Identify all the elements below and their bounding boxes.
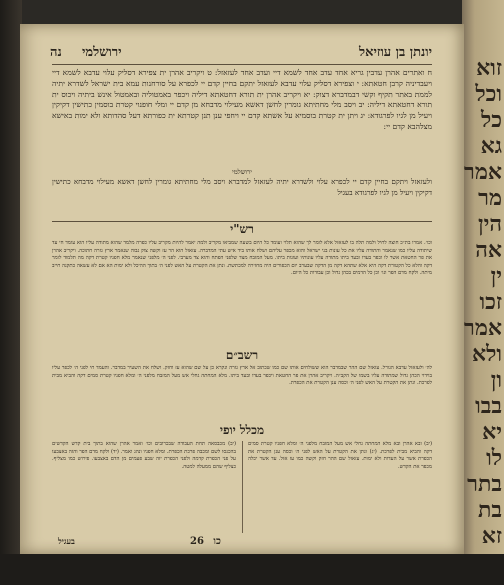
mikhlal-yofi-heading: מכלל יופי — [219, 423, 265, 437]
left-edge-shadow — [0, 0, 22, 585]
signature-letters: כו — [213, 536, 221, 547]
rashi-heading: רש"י — [230, 222, 254, 236]
mikhlal-yofi-col-2: (יב) מכבסאה תחת העבודה שבכרובים וכו׳ ואמר אהרן שהוא בתוך בית קדש הקדשים בהכנסו לשם ומכבה פרכת הכפרת. ומלא חפניו ונהג ואמר. (יד) ולקח מדם הפר והזה באצבעו על פני הכפרת קדמה ולפני הכפרת יזה שבע פעמים מן הדם באצבעו. פירוש כמו מצליף. כצליף שהם ממעלה למטה. — [52, 441, 236, 470]
adjacent-page-edge — [462, 0, 504, 585]
catchword: בעגיל — [58, 536, 75, 546]
running-head-yerushalmi: ירושלמי — [82, 45, 122, 60]
yerushalmi-label: ירושלמי — [231, 168, 253, 176]
rashbam-text: לה׳ ולעזאזל עדבא הגורל. עזאזל שם ההר שבמדבר הוא ששולחים אותו שם כמו שכתוב אל ארץ גזרה ונקרא כן על שם שהוא עז וחזק. ושלח את השעיר במדבר. והעמד חי לפני ה׳ לכפר עליו בוידוי הכהן גדול שמתודה עליו בשמו של הקב״ה. ויקריב אהרן את פר החטאת ויכפר בעדו ובעד ביתו. מלא המחתה גחלי אש מעל המזבח מלפני ה׳ ומלא חפניו קטרת סמים דקה והביא מבית לפרכת. ונתן את הקטרת על האש לפני ה׳ וכסה ענן הקטרת את הכפרת. — [52, 365, 432, 387]
targum-yonatan-text: ח ואתרים אהרן עדבין גריא אחד עדב אחד לשמא דיי ועדב אחד לעזאזל: ט ויקריב אהרן ית צפירא דסליק עלוי עדבא לשמא דיי ויעבדיניה קרבן חטאתא: י וצפירא דסליק עלוי עדבא לעזאזל יתקם בחיין קדם יי לכפרא על סורחנות עמא בית ישראל לשדרא יתיה לממת באתר תקיף וקשי דבמדברא דצוק: יא ויקריב אהרן ית תורא דחטאתא דיליה ויכפר באמטוליה ובאמטול אינש ביתיה ויכוס ית תורא דחטאתא דיליה: יב ויסב מלי מחתיתא גומרין לחשן דאשא מעילוי מדבחא מן קדם יי ומלי חופנוי קטרת בוסמין כתישין דקיקין ויעיל מן לגיו לפרגודא: יג ויתן ית קטרת בוסמיא על אשתא קדם יי ויחפי ענן תנן קטרתא ית כפורתא דעל סהדותא ולא ימות באישא מצלהבא קדם יי: — [52, 68, 432, 131]
signature-mark — [190, 536, 221, 547]
header-rule — [52, 64, 432, 65]
running-head-title: יונתן בן עוזיאל — [359, 45, 432, 60]
rashbam-heading: רשב״ם — [225, 348, 259, 362]
page-letter: נה — [50, 45, 62, 60]
targum-yerushalmi-text: ולעזאזל ויתקם בחיין קדם יי לכפרא עלוי ולשדרא יתיה לעזאזל למדברא ויסב מלי מחתיתא גומרין לחשן דאשא מעילוי מדבחא כתישין דקיקין ויעיל מן לגיו לפרגודא בעגיל — [52, 177, 432, 197]
mikhlal-yofi-columns — [52, 441, 432, 533]
book-page — [20, 24, 464, 554]
adjacent-page-text: זוא וכל כל גא אמר מר הין אה ין זכו אמר ולא ון בבו יא לו בתר בת זא — [464, 55, 502, 549]
bottom-shadow — [0, 554, 504, 585]
mikhlal-yofi-col-1: (יב) ובא אהרן ובא מלא המחתה גחלי אש מעל המזבח מלפני ה׳ ומלא חפניו קטרת סמים דקה והביא מבית לפרכת. (יג) ונתן את הקטרת על האש לפני ה׳ וכסה ענן הקטרת את הכפרת אשר על העדות ולא ימות. עזאזל שם ההר חזק וקשה כמו עז אזל. עד אשר יכלה מכפר את הקדש. — [248, 441, 432, 470]
running-head — [50, 44, 432, 62]
rashi-text: וכו׳. אמרו בת״כ חוצה לחיל ולמה תלה בו לעזאזל אלא לומר לך שהוא תלוי ועומד כל היום בשעה שמביאו מקריב ולמה יאמר להיות מקריב עליו כפרה מלמד שהוא מתודה עליו הוא עומד חי עד שיתודה עליו כמו שנאמר והתודה עליו את כל עונות בני ישראל והוא מכפר עליהם ושלח אותו ביד איש עתי המדברה. עזאזל הוא הר עז וקשה צוק גבוה שנאמר ארץ גזרה חתוכה. ויקריב אהרן את פר החטאת אשר לו וכפר בעדו ובעד ביתו מתודה עליו עונותיו ועונות ביתו. מעל המזבח מצד שלפני הפתח והוא צד מערבי. לפני ה׳ מלפני שנאמר מלא חפניו קטרת דקה מה תלמוד לומר דקה והלא כל הקטורת דקה היא אלא שתהא דקה מן הדקה שבערב יום הכפורים היה מחזירה למכתשת. ונתן את הקטרת על האש לפני ה׳ בתוך ההיכל ולא ימות הא אם לא עשאה כתקנה חייב מיתה. ולקח מדם הפר וגו׳ וכן כל הדמים בכהן גדול וכן עבודות כל היום. — [52, 240, 432, 277]
page-number: 26 — [190, 536, 204, 547]
